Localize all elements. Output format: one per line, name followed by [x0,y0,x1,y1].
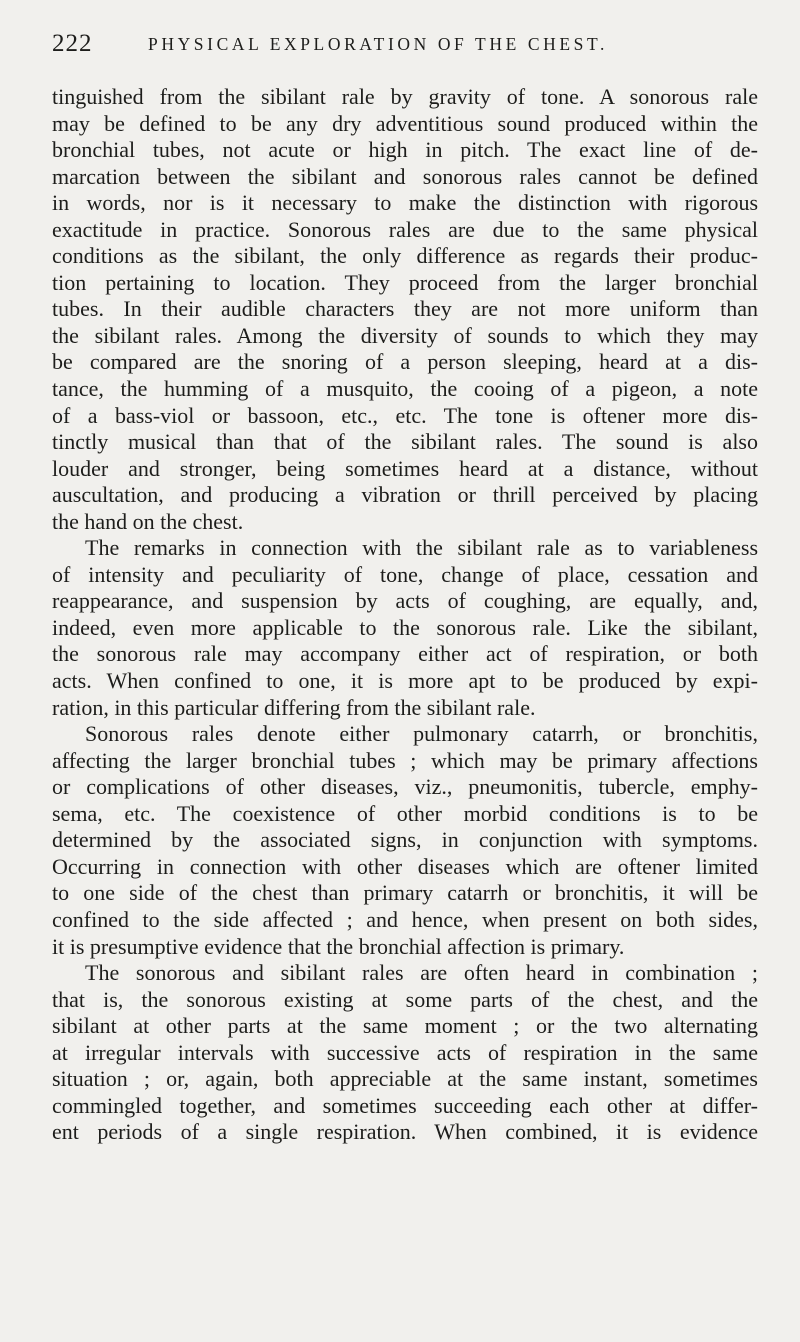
page-number: 222 [52,30,93,57]
text-line: sema, etc. The coexistence of other morbid conditions is to be [52,800,758,826]
running-head: PHYSICAL EXPLORATION OF THE CHEST. [148,34,608,54]
text-line: ration, in this particular differing from the sibilant rale. [52,694,536,720]
text-line: in words, nor is it necessary to make the distinction with rigorous [52,190,758,216]
text-line: be compared are the snoring of a person sleeping, heard at a dis- [52,349,758,375]
text-line: marcation between the sibilant and sonorous rales cannot be defined [52,163,758,189]
text-line: determined by the associated signs, in conjunction with symptoms. [52,827,758,853]
body-text [52,84,758,1146]
text-line: tinguished from the sibilant rale by gravity of tone. A sonorous rale [52,84,758,109]
text-line: louder and stronger, being sometimes heard at a distance, without [52,455,758,481]
text-line: that is, the sonorous existing at some parts of the chest, and the [52,986,758,1012]
text-line: it is presumptive evidence that the bronchial affection is primary. [52,933,625,959]
text-line: acts. When confined to one, it is more apt to be produced by expi- [52,668,758,694]
paragraph-first-line: The remarks in connection with the sibilant rale as to variableness [85,535,758,561]
text-line: to one side of the chest than primary catarrh or bronchitis, it will be [52,880,758,906]
text-line: at irregular intervals with successive acts of respiration in the same [52,1039,758,1065]
text-line: sibilant at other parts at the same moment ; or the two alternating [52,1013,758,1039]
paragraph-first-line: The sonorous and sibilant rales are often heard in combination ; [85,960,758,986]
text-line: auscultation, and producing a vibration or thrill perceived by placing [52,482,758,508]
text-line: commingled together, and sometimes succeeding each other at differ- [52,1092,758,1118]
text-line: or complications of other diseases, viz., pneumonitis, tubercle, emphy- [52,774,758,800]
text-line: affecting the larger bronchial tubes ; which may be primary affections [52,747,758,773]
page-header [52,30,758,60]
text-line: tance, the humming of a musquito, the cooing of a pigeon, a note [52,376,758,402]
text-line: of intensity and peculiarity of tone, change of place, cessation and [52,561,758,587]
text-line: tubes. In their audible characters they are not more uniform than [52,296,758,322]
text-line: ent periods of a single respiration. When combined, it is evidence [52,1119,758,1145]
text-line: tion pertaining to location. They proceed from the larger bronchial [52,269,758,295]
text-line: confined to the side affected ; and hence, when present on both sides, [52,906,758,932]
text-line: exactitude in practice. Sonorous rales are due to the same physical [52,216,758,242]
text-line: situation ; or, again, both appreciable at the same instant, sometimes [52,1066,758,1092]
text-line: conditions as the sibilant, the only difference as regards their produc- [52,243,758,269]
text-line: may be defined to be any dry adventitious sound produced within the [52,110,758,136]
text-line: the sonorous rale may accompany either act of respiration, or both [52,641,758,667]
paragraph-first-line: Sonorous rales denote either pulmonary catarrh, or bronchitis, [85,721,758,747]
text-line: the sibilant rales. Among the diversity of sounds to which they may [52,322,758,348]
text-line: of a bass-viol or bassoon, etc., etc. The tone is oftener more dis- [52,402,758,428]
text-line: indeed, even more applicable to the sonorous rale. Like the sibilant, [52,614,758,640]
text-line: bronchial tubes, not acute or high in pitch. The exact line of de- [52,137,758,163]
text-line: tinctly musical than that of the sibilant rales. The sound is also [52,429,758,455]
text-line: reappearance, and suspension by acts of coughing, are equally, and, [52,588,758,614]
text-line: Occurring in connection with other diseases which are oftener limited [52,853,758,879]
text-line: the hand on the chest. [52,508,244,534]
